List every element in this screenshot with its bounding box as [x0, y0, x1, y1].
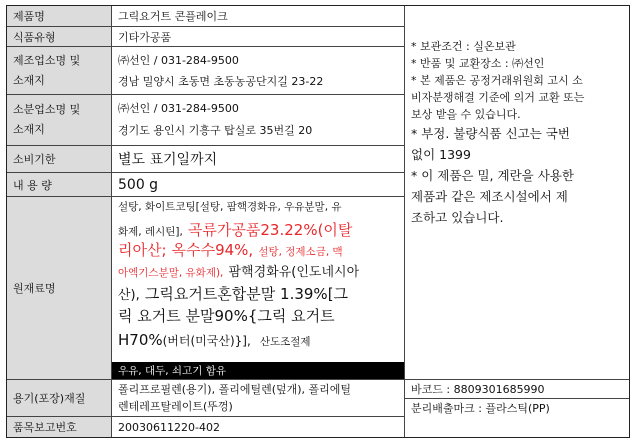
ingredients-line6: 릭 요거트 분말90%{그릭 요거트: [118, 307, 335, 325]
notes-block: [411, 38, 627, 228]
ingredients-line7a: H70%: [118, 331, 163, 349]
note-report-2: 없이 1399: [411, 147, 471, 162]
barcode-cell: [405, 380, 629, 398]
product-name-value: [112, 6, 404, 26]
manufacturer-contact: ㈜선인 / 031-284-9500: [118, 53, 239, 67]
expiry-text: 별도 표기일까지: [118, 152, 218, 168]
label-container: [7, 380, 111, 416]
ingredients-line4b: 팜핵경화유(인도네시아: [228, 265, 360, 280]
ingredients-line3b: 옥수수94%,: [171, 241, 254, 259]
repacker-address: 경기도 용인시 기흥구 탑실로 35번길 20: [118, 124, 313, 137]
product-name-label: 제품명: [13, 10, 45, 23]
capacity-label: 내 용 량: [13, 178, 52, 192]
repacker-label-line2: 소재지: [13, 123, 45, 136]
note-allergen-2: 제품과 같은 제조시설에서 제: [411, 189, 568, 204]
note-storage: * 보관조건 : 실온보관: [411, 40, 516, 53]
manufacturer-value: [112, 47, 404, 94]
ingredients-line4a: 아엑기스분말, 유화제),: [118, 267, 224, 279]
divider-col2: [404, 6, 405, 437]
product-name-text: 그릭요거트 콘플레이크: [118, 10, 228, 23]
food-type-value: [112, 27, 404, 46]
manufacturer-address: 경남 밀양시 초동면 초동농공단지길 23-22: [118, 74, 324, 88]
label-repacker: [7, 95, 111, 145]
barcode-text: 바코드 : 8809301685990: [411, 383, 545, 396]
manufacturer-label-line2: 소재지: [13, 73, 45, 87]
ingredients-line2b: 곡류가공품23.22%(이탈: [187, 221, 353, 239]
label-report: [7, 417, 111, 437]
allergy-text: 우유, 대두, 쇠고기 함유: [118, 365, 226, 377]
note-return: * 반품 및 교환장소 : ㈜선인: [411, 57, 545, 70]
allergy-bar: [112, 362, 404, 379]
food-type-label: 식품유형: [13, 30, 56, 44]
label-ingredients: [7, 197, 111, 379]
capacity-text: 500 g: [118, 176, 159, 193]
label-manufacturer: [7, 47, 111, 94]
ingredients-line7c: 산도조절제: [259, 336, 311, 348]
note-allergen-1: * 이 제품은 밀, 계란을 사용한: [411, 168, 574, 183]
report-value: [112, 417, 404, 437]
repacker-label-line1: 소분업소명 및: [13, 103, 81, 116]
container-line2: 렌테레프탈레이트(뚜껑): [118, 400, 233, 413]
ingredients-line5b: 그릭요거트혼합분말 1.39%[그: [144, 285, 349, 303]
note-allergen-3: 조하고 있습니다.: [411, 210, 504, 225]
label-expiry: [7, 146, 111, 172]
recycle-cell: [405, 399, 629, 417]
ingredients-label: 원재료명: [13, 282, 56, 295]
ingredients-line2a: 화제, 레시틴],: [118, 226, 183, 238]
report-label: 품목보고번호: [13, 421, 77, 434]
ingredients-line5a: 산),: [118, 288, 140, 303]
repacker-contact: ㈜선인 / 031-284-9500: [118, 102, 239, 115]
ingredients-line3c: 설탕, 정제소금, 맥: [258, 246, 343, 258]
ingredients-value: [118, 199, 400, 351]
ingredients-line7b: (버터(미국산)}],: [162, 334, 251, 348]
recycle-text: 분리배출마크 : 플라스틱(PP): [411, 402, 550, 415]
note-report-1: * 부정. 불량식품 신고는 국번: [411, 126, 570, 141]
label-product-name: [7, 6, 111, 26]
repacker-value: [112, 95, 404, 145]
capacity-value: [112, 173, 404, 196]
container-value: [112, 380, 404, 416]
note-ftc-3: 보상 받을 수 있습니다.: [411, 108, 521, 121]
note-ftc-2: 비자분쟁해결 기준에 의거 교환 또는: [411, 91, 585, 104]
container-line1: 폴리프로필렌(용기), 폴리에틸렌(덮개), 폴리에틸: [118, 383, 352, 396]
expiry-label: 소비기한: [13, 153, 56, 166]
container-label: 용기(포장)재질: [13, 392, 86, 405]
expiry-value: [112, 146, 404, 172]
note-ftc-1: * 본 제품은 공정거래위원회 고시 소: [411, 74, 583, 87]
ingredients-line1: 설탕, 화이트코팅[설탕, 팜핵경화유, 우유분말, 유: [118, 201, 342, 213]
report-text: 20030611220-402: [118, 420, 220, 434]
food-type-text: 기타가공품: [118, 30, 172, 44]
manufacturer-label-line1: 제조업소명 및: [13, 53, 81, 67]
label-capacity: [7, 173, 111, 196]
label-food-type: [7, 27, 111, 46]
ingredients-line3a: 리아산;: [118, 241, 167, 259]
divider-row6: [7, 196, 404, 197]
